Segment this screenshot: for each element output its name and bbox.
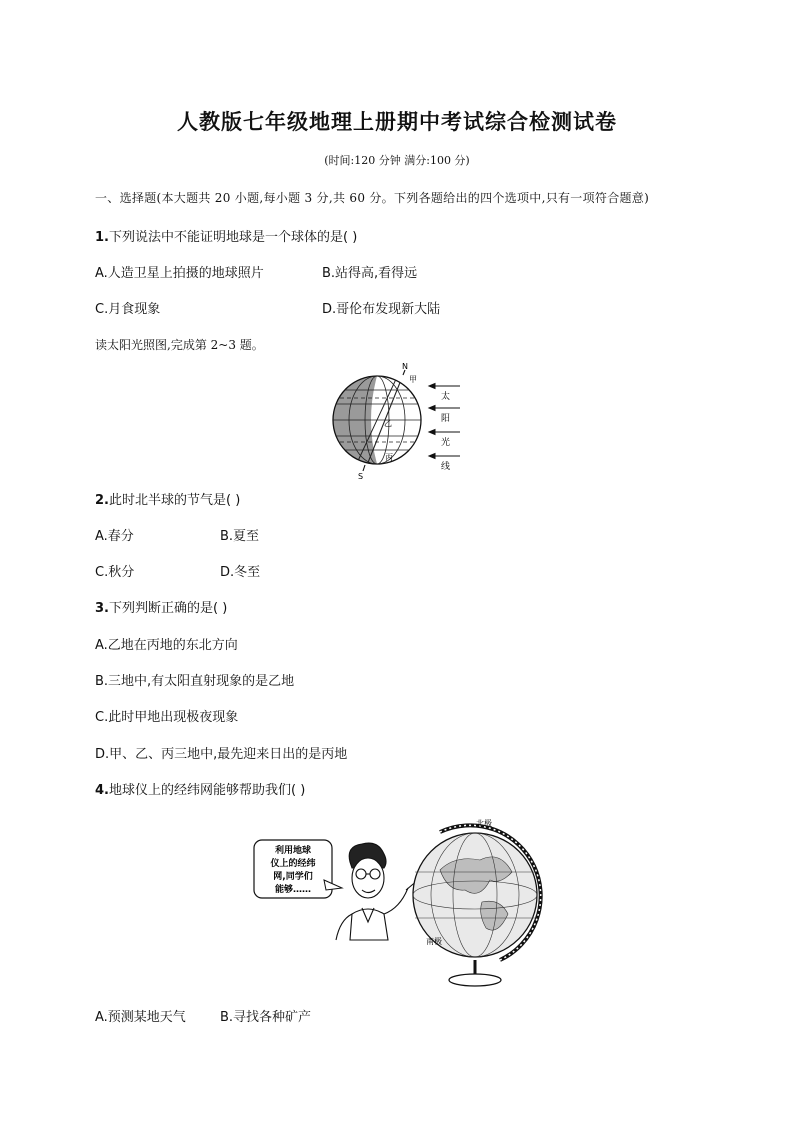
question-2 (95, 489, 240, 508)
globe-illustration (250, 810, 550, 990)
speech-line-4: 能够…… (274, 885, 312, 895)
option-3b[interactable]: B.三地中,有太阳直射现象的是乙地 (95, 674, 295, 689)
option-2a[interactable]: A.春分 (95, 529, 134, 544)
point-jia: 甲 (409, 375, 417, 384)
option-1d[interactable]: D.哥伦布发现新大陆 (322, 302, 441, 317)
south-pole-label: 南极 (426, 937, 442, 946)
question-1 (95, 226, 357, 245)
figure-instruction: 读太阳光照图,完成第 2~3 题。 (95, 338, 264, 352)
speech-line-1: 利用地球 (274, 846, 312, 856)
question-stem: 地球仪上的经纬网能够帮助我们( ) (108, 783, 306, 798)
question-stem: 此时北半球的节气是( ) (108, 493, 241, 508)
question-number: 2. (95, 493, 109, 508)
point-yi: 乙 (384, 419, 392, 428)
sunlight-label-2: 阳 (441, 414, 451, 424)
page-title: 人教版七年级地理上册期中考试综合检测试卷 (177, 109, 617, 134)
speech-line-3: 网,同学们 (273, 872, 313, 882)
section-header: 一、选择题(本大题共 20 小题,每小题 3 分,共 60 分。下列各题给出的四个选项中,只有一项符合题意) (95, 191, 650, 205)
question-number: 4. (95, 783, 109, 798)
option-1b[interactable]: B.站得高,看得远 (322, 266, 418, 281)
sunlight-diagram (325, 358, 470, 483)
globe (413, 818, 541, 986)
question-stem: 下列说法中不能证明地球是一个球体的是( ) (108, 230, 358, 245)
option-1a[interactable]: A.人造卫星上拍摄的地球照片 (95, 266, 264, 281)
sunlight-label-3: 光 (441, 438, 451, 448)
question-4 (95, 779, 305, 798)
option-4a[interactable]: A.预测某地天气 (95, 1010, 186, 1025)
option-3d[interactable]: D.甲、乙、丙三地中,最先迎来日出的是丙地 (95, 747, 348, 762)
option-2d[interactable]: D.冬至 (220, 565, 261, 580)
sunlight-label-4: 线 (441, 462, 451, 472)
option-2b[interactable]: B.夏至 (220, 529, 260, 544)
question-number: 1. (95, 230, 109, 245)
option-4b[interactable]: B.寻找各种矿产 (220, 1010, 312, 1025)
sunlight-label-1: 太 (441, 392, 451, 402)
point-bing: 丙 (385, 453, 393, 462)
question-3 (95, 597, 227, 616)
exam-info: (时间:120 分钟 满分:100 分) (324, 154, 470, 167)
question-stem: 下列判断正确的是( ) (108, 601, 228, 616)
south-label: S (358, 472, 364, 481)
north-label: N (402, 362, 408, 371)
option-3a[interactable]: A.乙地在丙地的东北方向 (95, 638, 238, 653)
option-2c[interactable]: C.秋分 (95, 565, 135, 580)
option-1c[interactable]: C.月食现象 (95, 302, 161, 317)
speech-line-2: 仪上的经纬 (270, 859, 316, 869)
north-pole-label: 北极 (476, 819, 492, 828)
question-number: 3. (95, 601, 109, 616)
option-3c[interactable]: C.此时甲地出现极夜现象 (95, 710, 239, 725)
